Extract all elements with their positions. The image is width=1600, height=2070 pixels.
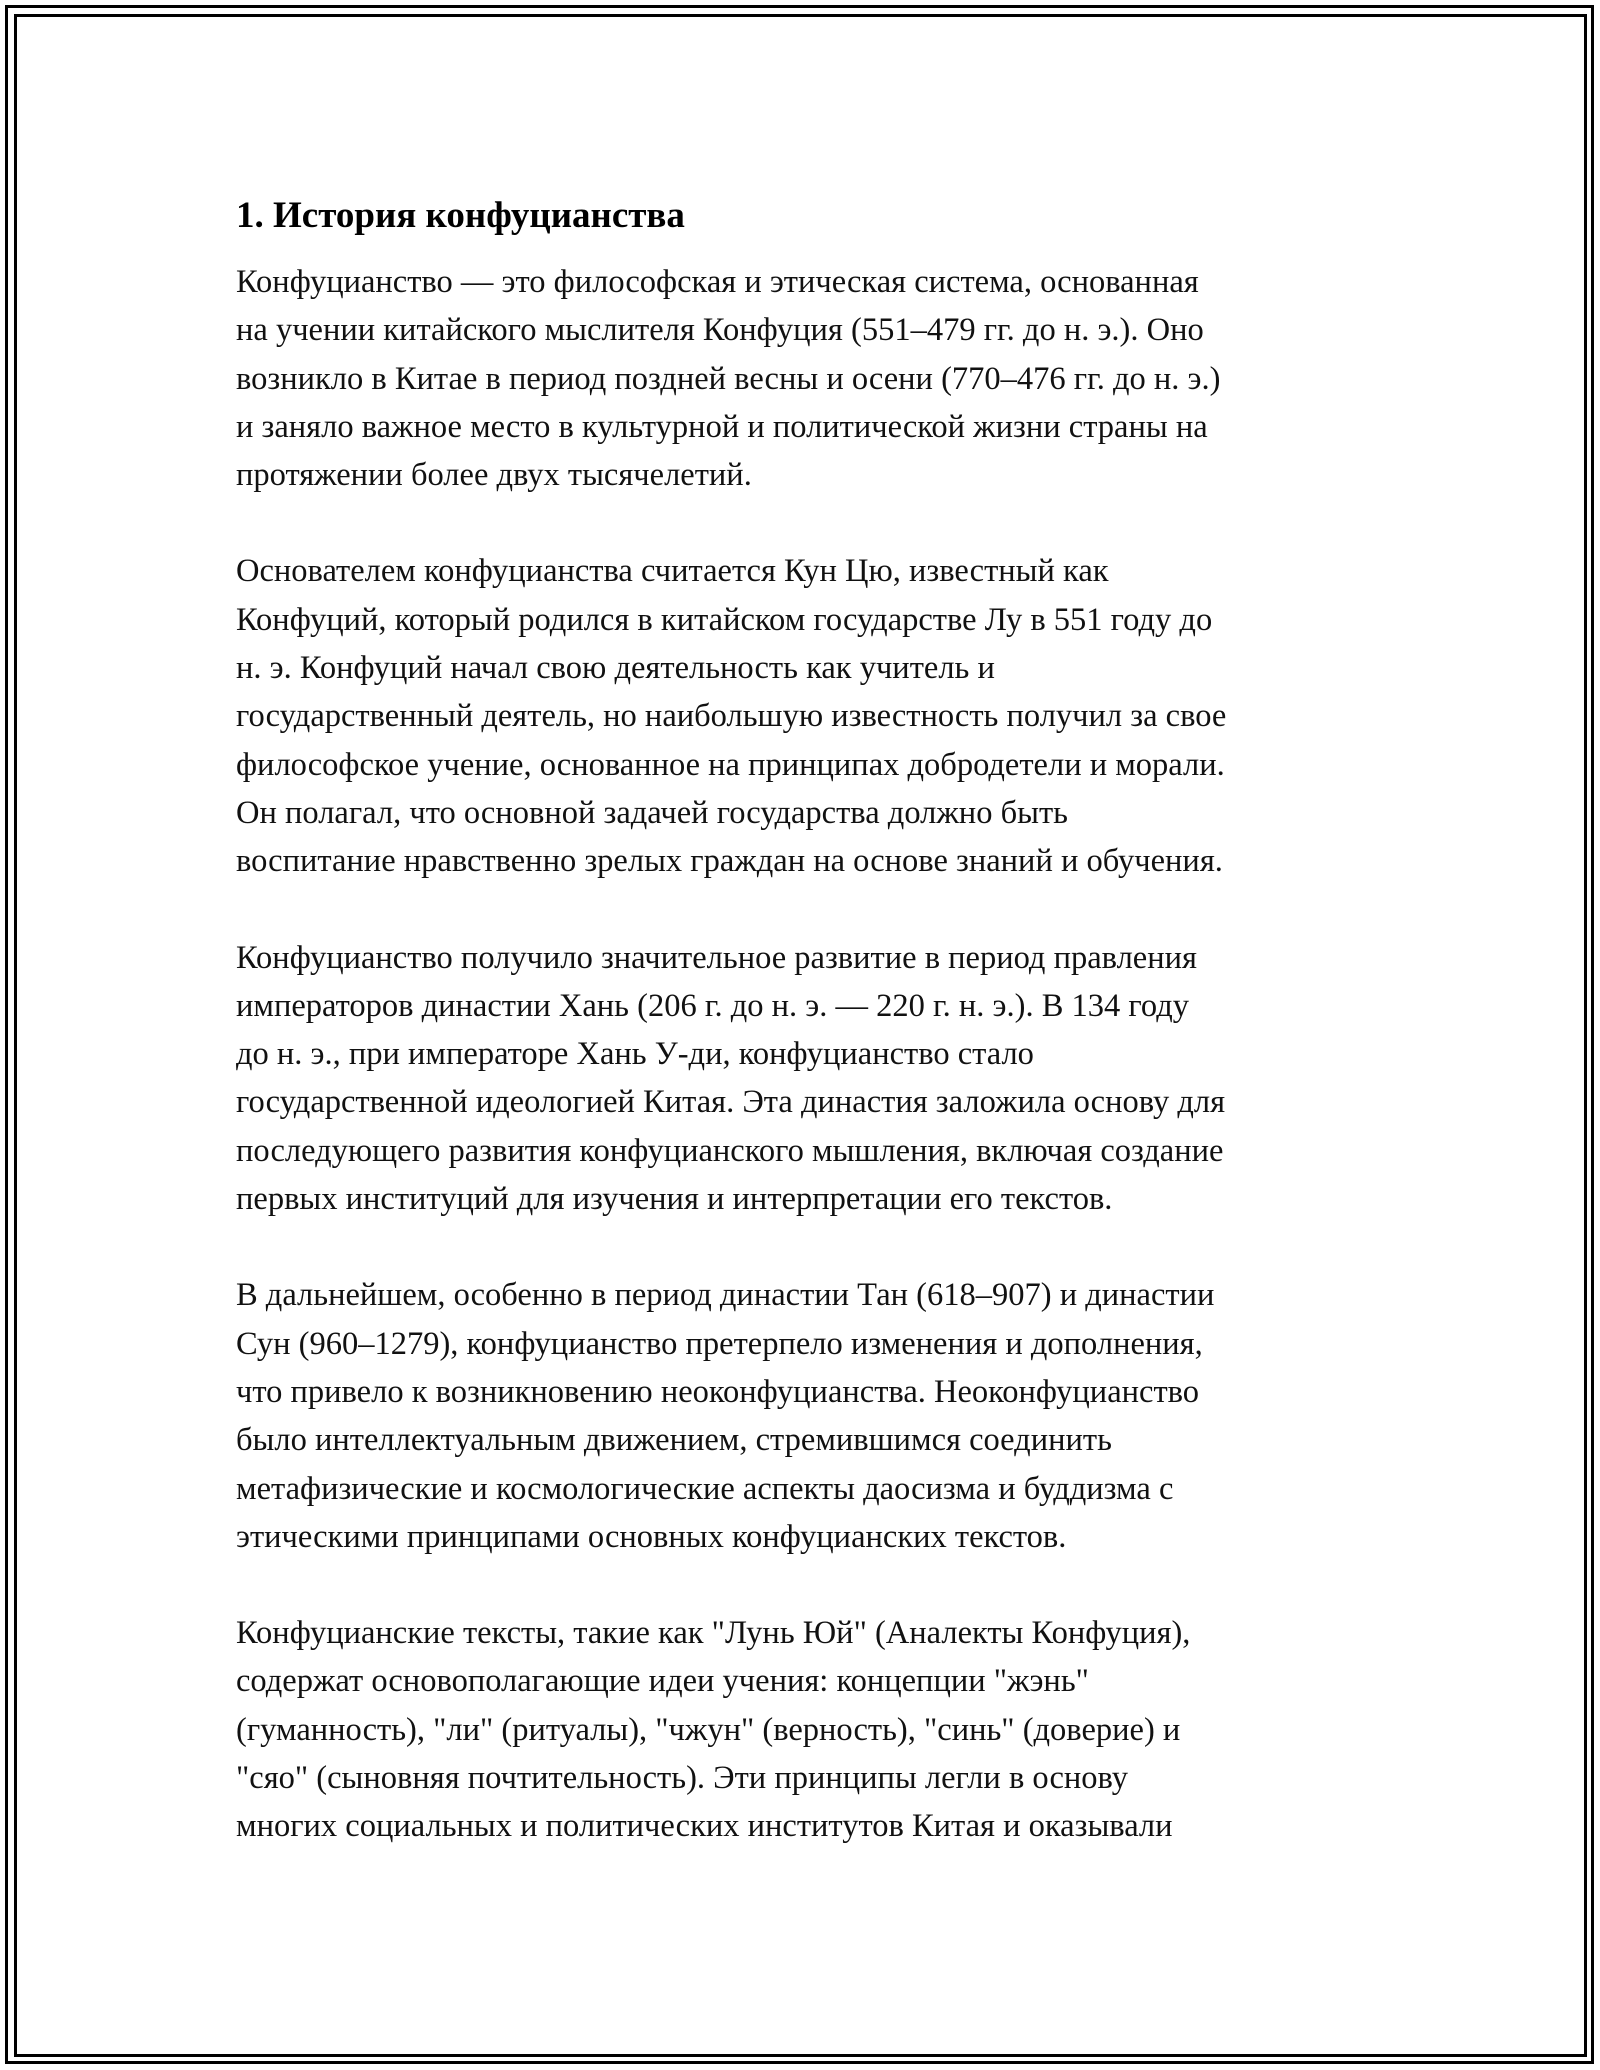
- paragraph-line: Основателем конфуцианства считается Кун Цю, известный как: [236, 553, 1109, 590]
- paragraph-line: на учении китайского мыслителя Конфуция (551–479 гг. до н. э.). Оно: [236, 312, 1204, 349]
- paragraph-line: многих социальных и политических институтов Китая и оказывали: [236, 1808, 1173, 1845]
- paragraph-line: Сун (960–1279), конфуцианство претерпело изменения и дополнения,: [236, 1325, 1203, 1362]
- paragraph-1: [236, 258, 1366, 499]
- paragraph-line: В дальнейшем, особенно в период династии Тан (618–907) и династии: [236, 1277, 1215, 1314]
- paragraph-line: содержат основополагающие идеи учения: концепции "жэнь": [236, 1663, 1089, 1700]
- paragraph-line: метафизические и космологические аспекты даосизма и буддизма с: [236, 1470, 1174, 1507]
- paragraph-line: и заняло важное место в культурной и политической жизни страны на: [236, 408, 1208, 445]
- paragraph-line: Конфуцианство получило значительное развитие в период правления: [236, 939, 1197, 976]
- paragraph-line: воспитание нравственно зрелых граждан на основе знаний и обучения.: [236, 843, 1223, 880]
- paragraph-line: что привело к возникновению неоконфуцианства. Неоконфуцианство: [236, 1373, 1200, 1410]
- paragraph-5: [236, 1609, 1366, 1850]
- paragraph-4: [236, 1271, 1366, 1561]
- paragraph-line: последующего развития конфуцианского мышления, включая создание: [236, 1132, 1224, 1169]
- paragraph-line: государственный деятель, но наибольшую известность получил за свое: [236, 698, 1227, 735]
- paragraph-line: Он полагал, что основной задачей государства должно быть: [236, 794, 1068, 831]
- section-heading: 1. История конфуцианства: [236, 195, 685, 236]
- paragraph-line: "сяо" (сыновняя почтительность). Эти принципы легли в основу: [236, 1760, 1129, 1797]
- paragraph-line: (гуманность), "ли" (ритуалы), "чжун" (верность), "синь" (доверие) и: [236, 1711, 1181, 1748]
- paragraph-line: императоров династии Хань (206 г. до н. э. — 220 г. н. э.). В 134 году: [236, 987, 1189, 1024]
- paragraph-line: Конфуцианские тексты, такие как "Лунь Юй" (Аналекты Конфуция),: [236, 1615, 1191, 1652]
- paragraph-line: первых институций для изучения и интерпретации его текстов.: [236, 1181, 1113, 1218]
- paragraph-line: государственной идеологией Китая. Эта династия заложила основу для: [236, 1084, 1226, 1121]
- paragraph-line: н. э. Конфуций начал свою деятельность как учитель и: [236, 650, 995, 687]
- paragraph-line: возникло в Китае в период поздней весны и осени (770–476 гг. до н. э.): [236, 360, 1221, 397]
- paragraph-line: этическими принципами основных конфуцианских текстов.: [236, 1518, 1067, 1555]
- paragraph-line: Конфуцианство — это философская и этическая система, основанная: [236, 264, 1199, 300]
- paragraph-line: было интеллектуальным движением, стремившимся соединить: [236, 1422, 1112, 1459]
- document-body: [236, 186, 1366, 1899]
- paragraph-3: [236, 934, 1366, 1224]
- paragraph-2: [236, 547, 1366, 885]
- paragraph-line: до н. э., при императоре Хань У-ди, конфуцианство стало: [236, 1036, 1034, 1073]
- paragraph-line: Конфуций, который родился в китайском государстве Лу в 551 году до: [236, 601, 1213, 638]
- paragraph-line: протяжении более двух тысячелетий.: [236, 457, 752, 494]
- paragraph-line: философское учение, основанное на принципах добродетели и морали.: [236, 746, 1225, 783]
